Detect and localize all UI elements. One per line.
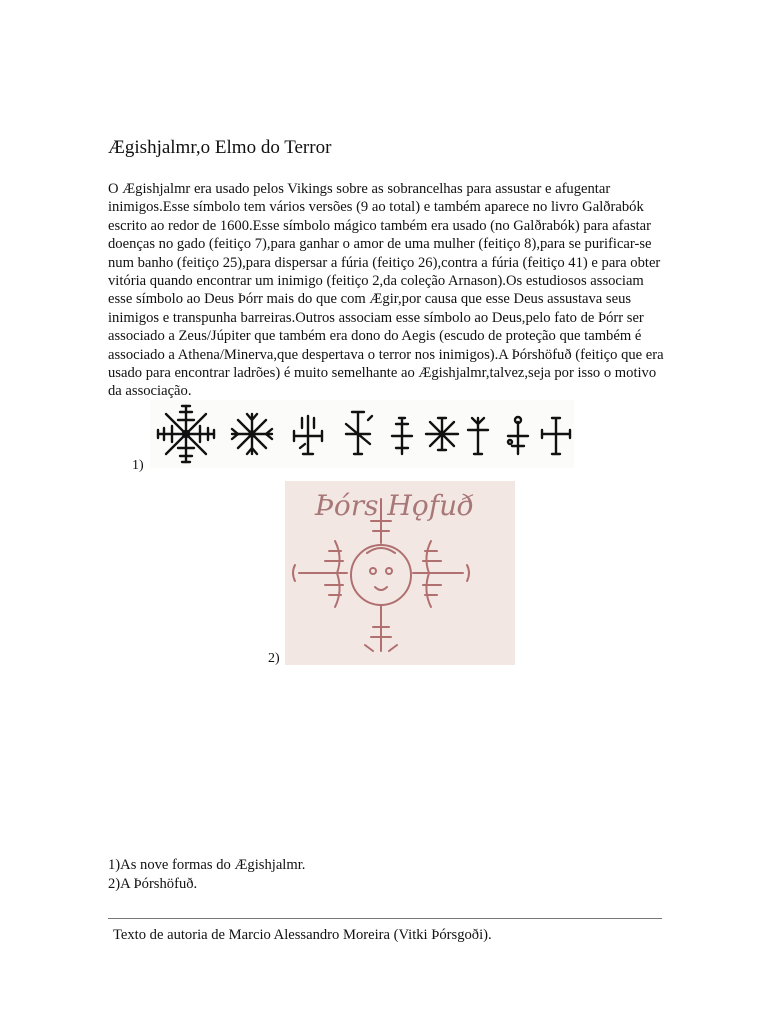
footer-author: Texto de autoria de Marcio Alessandro Moreira (Vitki Þórsgoði). <box>113 927 492 943</box>
page-title: Ægishjalmr,o Elmo do Terror <box>108 137 332 158</box>
handwriting-text: Þórs Hǫfuð <box>315 489 474 522</box>
figure1-label: 1) <box>132 458 144 473</box>
body-paragraph: O Ægishjalmr era usado pelos Vikings sobre as sobrancelhas para assustar e afugentar inimigos.Esse símbolo tem vários versões (9 ao total) e também aparece no livro Galðrabók escrito ao redor de 1600.Esse símbolo mágico também era usado (no Galðrabók) para afastar doenças no gado (feitiço 7),para ganhar o amor de uma mulher (feitiço 8),para se purificar-se num banho (feitiço 25),para dispersar a fúria (feitiço 26),contra a fúria (feitiço 41) e para obter vitória quando encontrar um inimigo (feitiço 2,da coleção Arnason).Os estudiosos associam esse símbolo ao Deus Þórr mais do que com Ægir,por causa que esse Deus assustava seus inimigos e transpunha barreiras.Outros associam esse símbolo ao Deus,pelo fato de Þórr ser associado a Zeus/Júpiter que também era dono do Aegis (escudo de proteção que também é associado a Athena/Minerva,que despertava o terror nos inimigos).A Þórshöfuð (feitiço que era usado para encontrar ladrões) é muito semelhante ao Ægishjalmr,talvez,seja por isso o motivo da associação. <box>108 181 664 400</box>
thorshofud-drawing <box>285 481 515 665</box>
caption-1: 1)As nove formas do Ægishjalmr. <box>108 857 306 873</box>
nine-forms-drawing <box>150 400 574 468</box>
footer-divider <box>108 918 662 919</box>
aegishjalmr-forms-image <box>150 400 574 468</box>
figure2-label: 2) <box>268 651 280 666</box>
caption-2: 2)A Þórshöfuð. <box>108 876 198 892</box>
thorshofud-manuscript-image <box>285 481 515 665</box>
